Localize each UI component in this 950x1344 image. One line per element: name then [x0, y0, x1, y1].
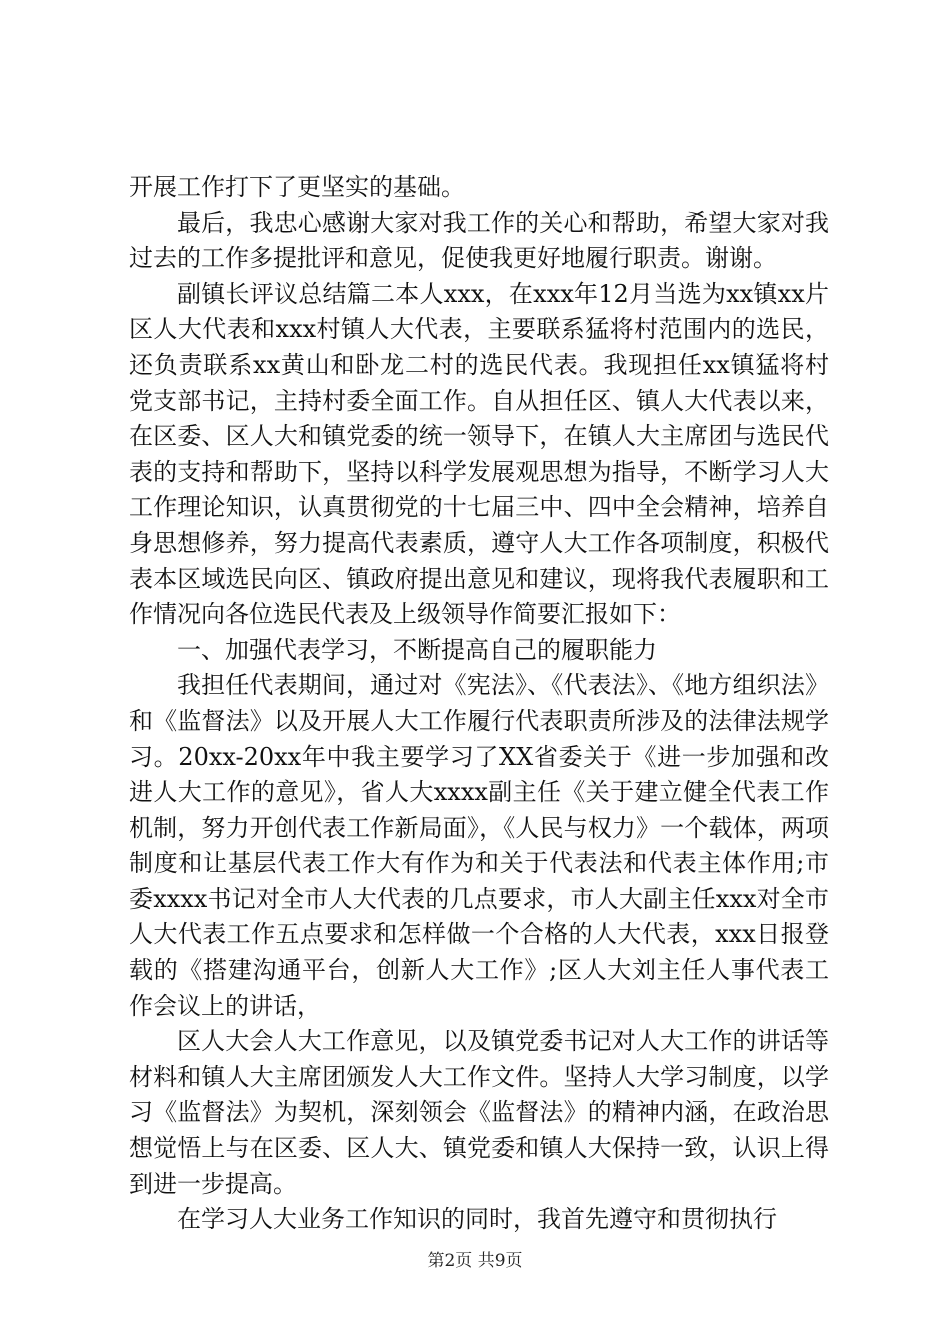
document-body [129, 170, 829, 1238]
paragraph: 区人大会人大工作意见，以及镇党委书记对人大工作的讲话等材料和镇人大主席团颁发人大工作文件。坚持人大学习制度，以学习《监督法》为契机，深刻领会《监督法》的精神内涵，在政治思想觉悟上与在区委、区人大、镇党委和镇人大保持一致，认识上得到进一步提高。 [129, 1027, 829, 1198]
page-footer: 第2页 共9页 [427, 1251, 523, 1271]
paragraph: 开展工作打下了更坚实的基础。 [129, 173, 465, 201]
paragraph: 我担任代表期间，通过对《宪法》、《代表法》、《地方组织法》和《监督法》以及开展人大工作履行代表职责所涉及的法律法规学习。20xx-20xx年中我主要学习了XX省委关于《进一步加强和改进人大工作的意见》，省人大xxxx副主任《关于建立健全代表工作机制，努力开创代表工作新局面》，《人民与权力》一个载体，两项制度和让基层代表工作大有作为和关于代表法和代表主体作用;市委xxxx书记对全市人大代表的几点要求，市人大副主任xxx对全市人大代表工作五点要求和怎样做一个合格的人大代表，xxx日报登载的《搭建沟通平台，创新人大工作》;区人大刘主任人事代表工作会议上的讲话， [129, 671, 829, 1020]
paragraph: 在学习人大业务工作知识的同时，我首先遵守和贯彻执行 [177, 1205, 777, 1234]
paragraph: 副镇长评议总结篇二本人xxx，在xxx年12月当选为xx镇xx片区人大代表和xxx村镇人大代表，主要联系猛将村范围内的选民，还负责联系xx黄山和卧龙二村的选民代表。我现担任xx镇猛将村党支部书记，主持村委全面工作。自从担任区、镇人大代表以来，在区委、区人大和镇党委的统一领导下，在镇人大主席团与选民代表的支持和帮助下，坚持以科学发展观思想为指导，不断学习人大工作理论知识，认真贯彻党的十七届三中、四中全会精神，培养自身思想修养，努力提高代表素质，遵守人大工作各项制度，积极代表本区域选民向区、镇政府提出意见和建议，现将我代表履职和工作情况向各位选民代表及上级领导作简要汇报如下： [129, 279, 829, 629]
paragraph: 一、加强代表学习，不断提高自己的履职能力 [177, 635, 657, 664]
paragraph: 最后，我忠心感谢大家对我工作的关心和帮助，希望大家对我过去的工作多提批评和意见，促使我更好地履行职责。谢谢。 [129, 208, 829, 273]
